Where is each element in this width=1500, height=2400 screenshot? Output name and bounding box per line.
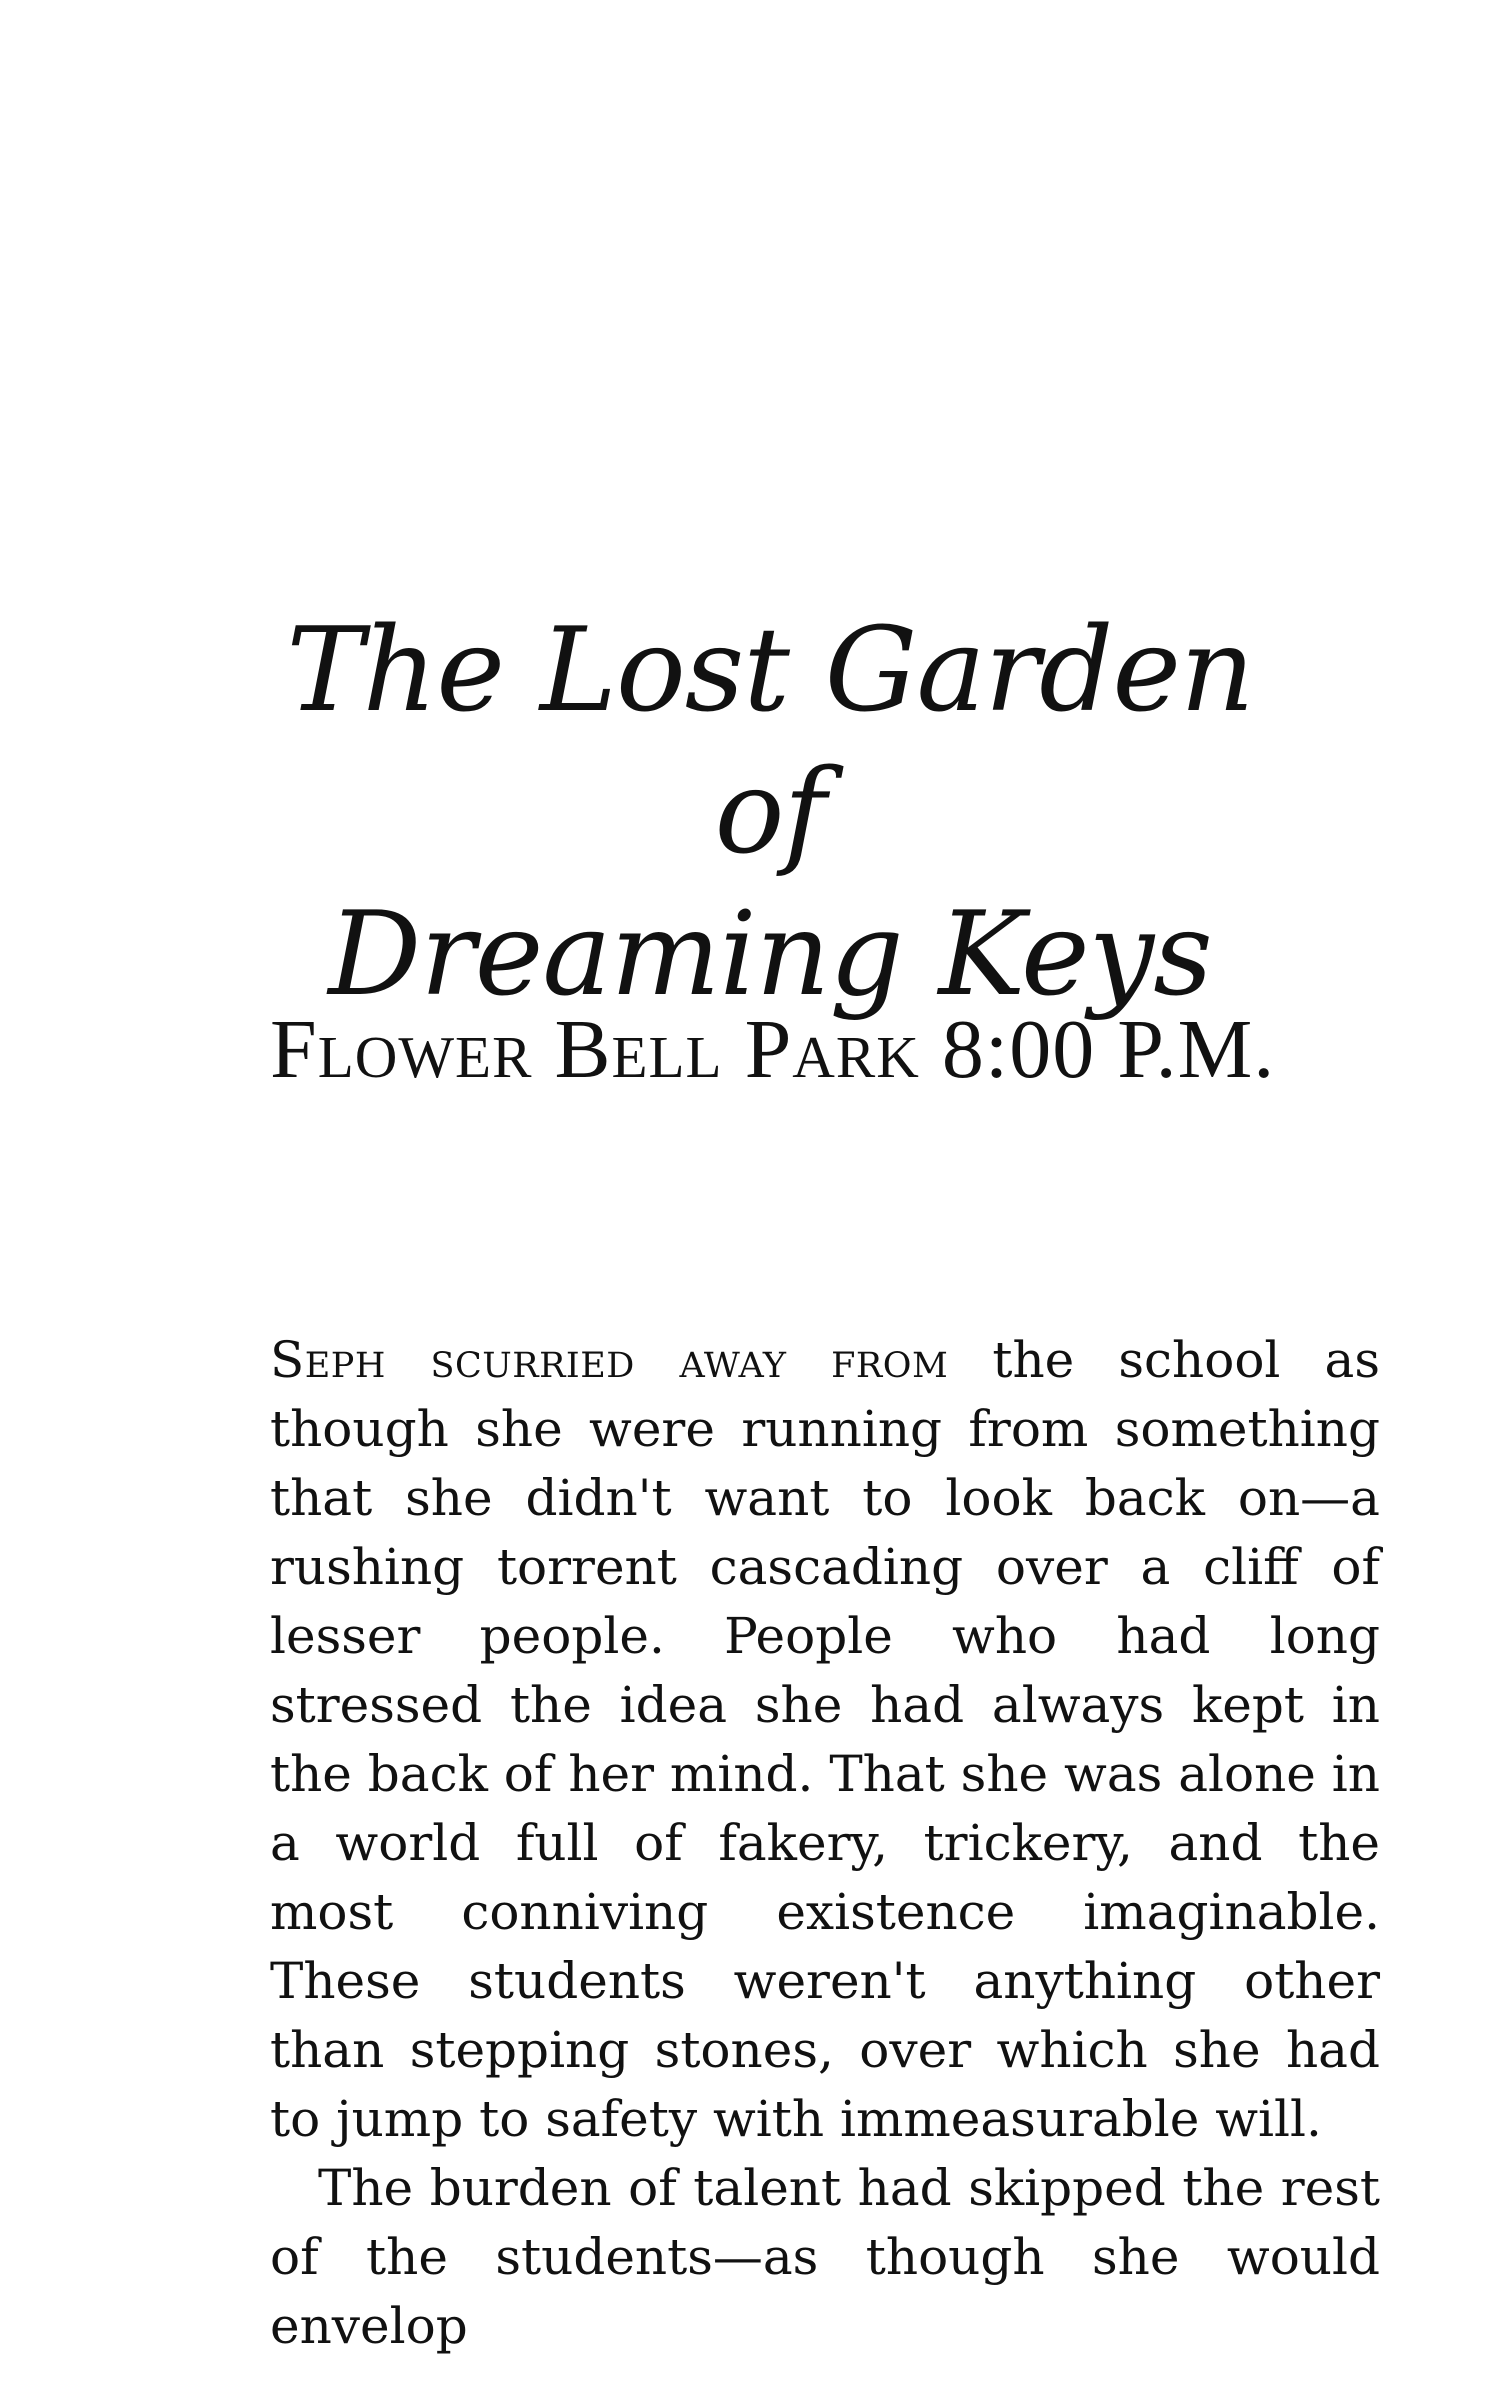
chapter-body	[270, 1326, 1380, 2361]
chapter-title	[270, 600, 1270, 1026]
paragraph-2: The burden of talent had skipped the rest of the students—as though she would envelop	[270, 2159, 1380, 2355]
chapter-title-line-2: Dreaming Keys	[328, 887, 1212, 1022]
paragraph-1-lead: Seph scurried away from	[270, 1331, 949, 1389]
chapter-subtitle: Flower Bell Park 8:00 P.M.	[270, 1003, 1276, 1096]
paragraph-1	[270, 1326, 1380, 2154]
chapter-title-line-1: The Lost Garden of	[286, 603, 1254, 880]
paragraph-1-text: the school as though she were running from something that she didn't want to look back on—a rushing torrent cascading over a cliff of lesser people. People who had long stressed the idea she had always kept in the back of her mind. That she was alone in a world full of fakery, trickery, and the most conniving existence imaginable. These students weren't anything other than stepping stones, over which she had to jump to safety with immeasurable will.	[270, 1331, 1380, 2148]
